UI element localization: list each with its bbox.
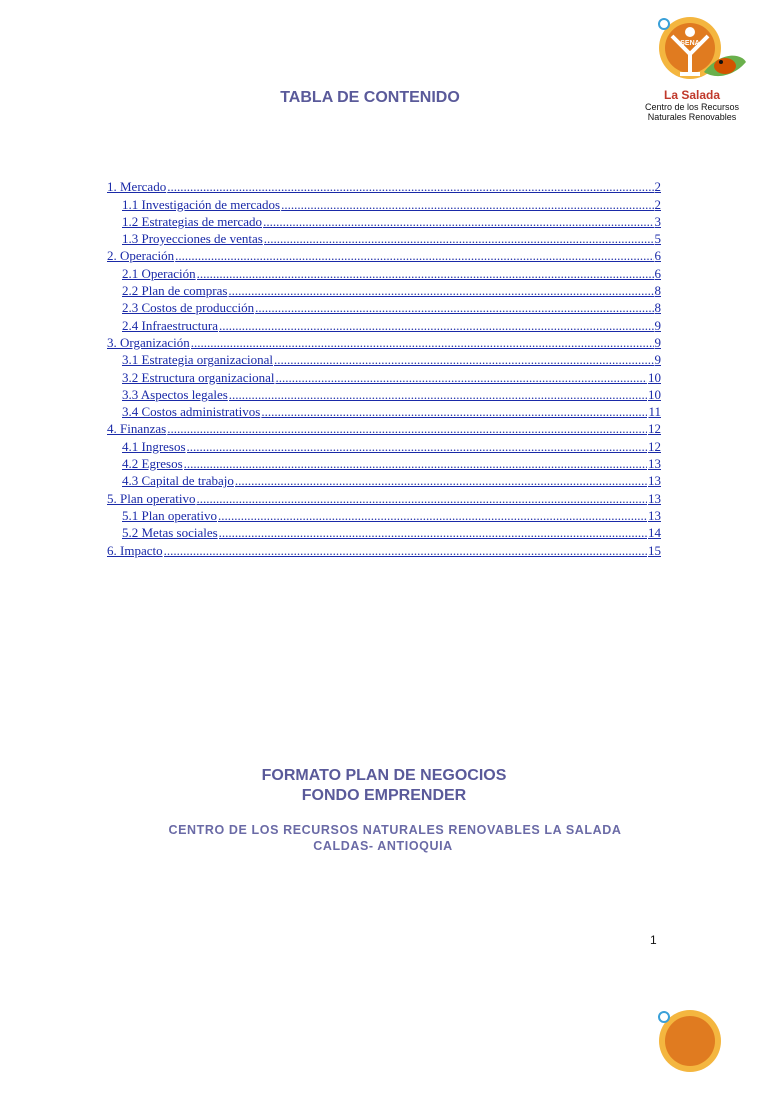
toc-entry-page[interactable]: 10 — [648, 369, 661, 385]
toc-entry-page[interactable]: 6 — [654, 265, 661, 281]
toc-entry[interactable] — [107, 263, 661, 280]
document-title-line-1: FORMATO PLAN DE NEGOCIOS — [261, 767, 507, 784]
toc-leader-dots — [229, 388, 647, 402]
toc-leader-dots — [167, 422, 647, 436]
toc-entry[interactable] — [107, 246, 661, 263]
toc-leader-dots — [167, 180, 653, 194]
toc-leader-dots — [275, 371, 647, 385]
toc-leader-dots — [261, 405, 647, 419]
toc-entry-label[interactable]: 2.3 Costos de producción — [122, 300, 255, 316]
toc-leader-dots — [197, 267, 654, 281]
toc-entry[interactable] — [107, 350, 661, 367]
toc-entry[interactable] — [107, 402, 661, 419]
toc-entry[interactable] — [107, 419, 661, 436]
toc-entry-page[interactable]: 13 — [648, 456, 661, 472]
toc-entry-label[interactable]: 2. Operación — [107, 248, 175, 264]
toc-entry-page[interactable]: 12 — [648, 438, 661, 454]
toc-leader-dots — [274, 353, 653, 367]
toc-entry-label[interactable]: 3.4 Costos administrativos — [122, 404, 261, 420]
toc-entry[interactable] — [107, 471, 661, 488]
toc-entry-label[interactable]: 1.3 Proyecciones de ventas — [122, 231, 263, 247]
toc-entry-page[interactable]: 6 — [654, 248, 661, 264]
toc-entry-page[interactable]: 13 — [648, 490, 661, 506]
toc-leader-dots — [219, 319, 653, 333]
toc-entry[interactable] — [107, 194, 661, 211]
toc-entry[interactable] — [107, 333, 661, 350]
toc-entry-label[interactable]: 3.1 Estrategia organizacional — [122, 352, 274, 368]
toc-entry-label[interactable]: 4.3 Capital de trabajo — [122, 473, 234, 489]
toc-entry[interactable] — [107, 523, 661, 540]
toc-entry-label[interactable]: 2.4 Infraestructura — [122, 317, 219, 333]
toc-leader-dots — [255, 301, 653, 315]
toc-entry[interactable] — [107, 540, 661, 557]
toc-entry[interactable] — [107, 212, 661, 229]
toc-entry-label[interactable]: 6. Impacto — [107, 542, 163, 558]
toc-entry-page[interactable]: 8 — [654, 300, 661, 316]
logo-name: La Salada — [663, 88, 721, 102]
toc-entry-page[interactable]: 5 — [654, 231, 661, 247]
toc-entry[interactable] — [107, 367, 661, 384]
toc-entry-label[interactable]: 3.2 Estructura organizacional — [122, 369, 275, 385]
toc-entry-page[interactable]: 10 — [648, 386, 661, 402]
toc-entry-label[interactable]: 4.2 Egresos — [122, 456, 183, 472]
toc-entry[interactable] — [107, 298, 661, 315]
document-title — [0, 766, 768, 806]
toc-entry-label[interactable]: 4.1 Ingresos — [122, 438, 186, 454]
toc-leader-dots — [235, 474, 647, 488]
logo-emblem-icon — [642, 10, 752, 90]
toc-entry[interactable] — [107, 436, 661, 453]
toc-entry-label[interactable]: 1.1 Investigación de mercados — [122, 196, 281, 212]
toc-entry[interactable] — [107, 229, 661, 246]
toc-leader-dots — [175, 249, 653, 263]
toc-entry-label[interactable]: 5.2 Metas sociales — [122, 525, 218, 541]
document-title-line-2: FONDO EMPRENDER — [301, 787, 467, 804]
toc-entry-page[interactable]: 9 — [654, 317, 661, 333]
logo-subtitle-line-2: Naturales Renovables — [647, 112, 737, 122]
toc-leader-dots — [228, 284, 653, 298]
toc-leader-dots — [184, 457, 647, 471]
toc-entry-page[interactable]: 13 — [648, 473, 661, 489]
toc-entry-label[interactable]: 1. Mercado — [107, 179, 167, 195]
toc-leader-dots — [191, 336, 654, 350]
toc-entry-page[interactable]: 9 — [654, 352, 661, 368]
toc-leader-dots — [218, 509, 647, 523]
toc-entry[interactable] — [107, 488, 661, 505]
toc-entry-label[interactable]: 2.2 Plan de compras — [122, 283, 228, 299]
toc-entry-page[interactable]: 3 — [654, 213, 661, 229]
toc-entry-label[interactable]: 2.1 Operación — [122, 265, 196, 281]
toc-leader-dots — [264, 232, 654, 246]
toc-title: TABLA DE CONTENIDO — [280, 89, 460, 106]
toc-entry-label[interactable]: 4. Finanzas — [107, 421, 167, 437]
page-number: 1 — [650, 933, 657, 947]
next-page-logo — [642, 1003, 752, 1115]
logo-badge-text: SENA — [680, 40, 700, 47]
toc-entry-page[interactable]: 2 — [654, 196, 661, 212]
toc-leader-dots — [187, 440, 647, 454]
toc-entry[interactable] — [107, 454, 661, 471]
toc-entry-label[interactable]: 3. Organización — [107, 334, 190, 350]
logo-emblem-icon — [642, 1003, 752, 1083]
toc-entry-label[interactable]: 3.3 Aspectos legales — [122, 386, 228, 402]
toc-leader-dots — [219, 526, 647, 540]
toc-entry-label[interactable]: 5. Plan operativo — [107, 490, 196, 506]
center-name — [0, 822, 768, 854]
toc-leader-dots — [196, 492, 647, 506]
toc-leader-dots — [281, 198, 653, 212]
toc-entry[interactable] — [107, 315, 661, 332]
toc-entry-page[interactable]: 9 — [654, 334, 661, 350]
toc-leader-dots — [263, 215, 653, 229]
center-location-line: CALDAS- ANTIOQUIA — [313, 839, 453, 853]
toc-entry-page[interactable]: 11 — [648, 404, 661, 420]
toc-entry-page[interactable]: 15 — [648, 542, 661, 558]
toc-entry[interactable] — [107, 177, 661, 194]
toc-entry-label[interactable]: 1.2 Estrategias de mercado — [122, 213, 263, 229]
table-of-contents — [107, 177, 661, 558]
toc-leader-dots — [164, 544, 647, 558]
toc-entry[interactable] — [107, 385, 661, 402]
toc-entry[interactable] — [107, 506, 661, 523]
toc-entry-page[interactable]: 12 — [648, 421, 661, 437]
toc-entry-page[interactable]: 8 — [654, 283, 661, 299]
toc-entry-page[interactable]: 13 — [648, 507, 661, 523]
toc-entry[interactable] — [107, 281, 661, 298]
center-name-line-1: CENTRO DE LOS RECURSOS NATURALES RENOVABLES LA SALADA — [168, 823, 622, 837]
toc-entry-label[interactable]: 5.1 Plan operativo — [122, 507, 217, 523]
toc-entry-page[interactable]: 14 — [648, 525, 661, 541]
logo-subtitle-line-1: Centro de los Recursos — [644, 102, 740, 112]
toc-entry-page[interactable]: 2 — [654, 179, 661, 195]
